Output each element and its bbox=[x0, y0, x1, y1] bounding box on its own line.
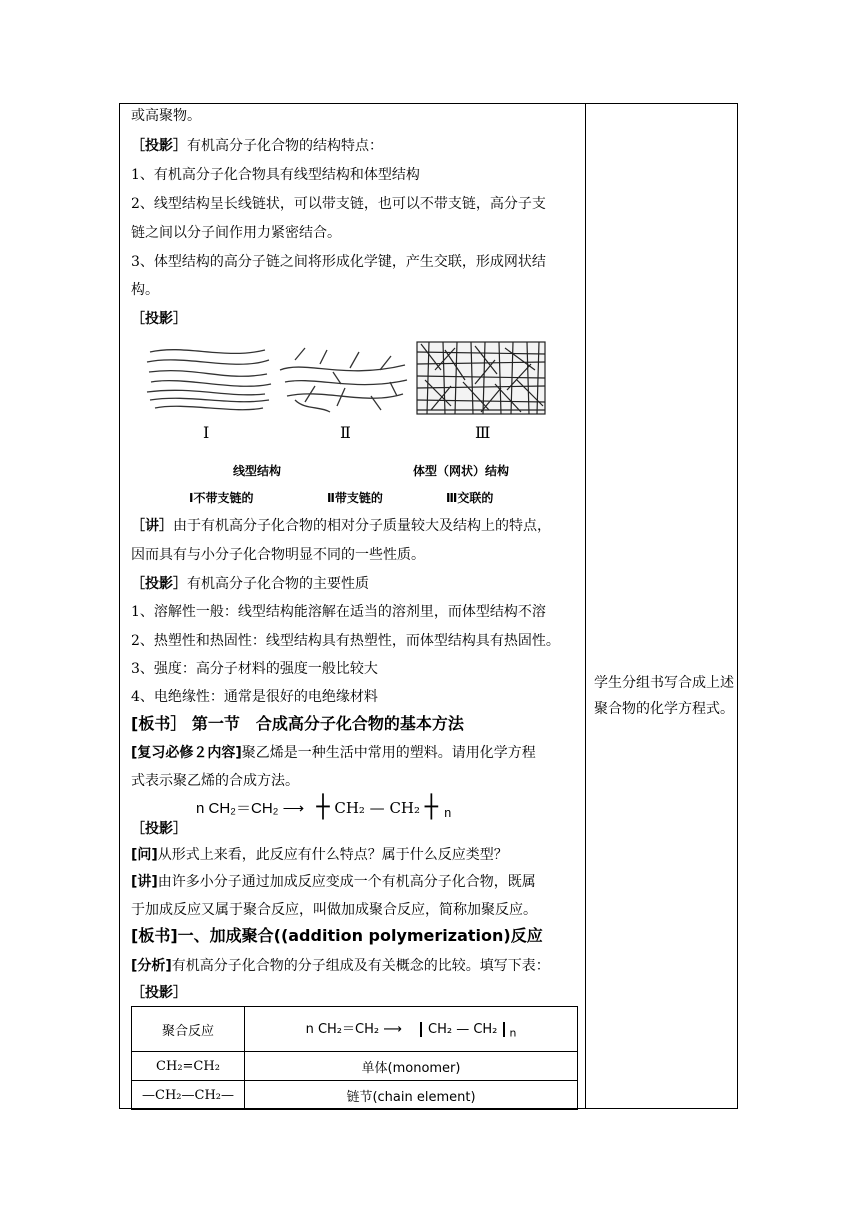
table-cell: CH₂=CH₂ bbox=[132, 1052, 245, 1081]
degree-n: n bbox=[509, 1026, 517, 1040]
text-line bbox=[131, 956, 550, 976]
table-row bbox=[132, 1081, 578, 1110]
line-text: 聚乙烯是一种生活中常用的塑料。请用化学方程 bbox=[241, 745, 536, 761]
degree-n: n bbox=[444, 806, 452, 820]
table-cell: —CH₂—CH₂— bbox=[132, 1081, 245, 1110]
caption-unbranched: Ⅰ不带支链的 bbox=[189, 491, 254, 505]
line-text: 有机高分子化合物的主要性质 bbox=[187, 576, 369, 592]
table-cell: 链节(chain element) bbox=[245, 1081, 578, 1110]
caption-branched: Ⅱ带支链的 bbox=[327, 491, 383, 505]
text-line bbox=[131, 872, 536, 892]
table-row bbox=[132, 1007, 578, 1052]
line-text: 由于有机高分子化合物的相对分子质量较大及结构上的特点， bbox=[173, 518, 551, 534]
polymer-repeat-unit: CH₂ — CH₂ bbox=[420, 1022, 505, 1037]
tag-projection: ［投影］ bbox=[131, 311, 187, 327]
polymer-structure-figure bbox=[145, 340, 555, 510]
linear-chains-diagram bbox=[147, 350, 271, 410]
figure-label-ii: Ⅱ bbox=[340, 423, 351, 442]
tag-analysis: [分析] bbox=[131, 958, 172, 974]
polymer-repeat-unit bbox=[316, 795, 439, 820]
figure-label-i: Ⅰ bbox=[203, 423, 210, 442]
text-line bbox=[131, 743, 536, 763]
caption-network: 体型（网状）结构 bbox=[413, 464, 510, 478]
tag-lecture: [讲] bbox=[131, 874, 158, 890]
text-line: 2、热塑性和热固性：线型结构具有热塑性，而体型结构具有热固性。 bbox=[131, 633, 560, 649]
branched-chains-diagram bbox=[280, 348, 407, 412]
tag-question: [问] bbox=[131, 847, 158, 863]
board-heading: [板书］ 第一节 合成高分子化合物的基本方法 bbox=[131, 714, 464, 733]
repeat-unit-text: CH₂ — CH₂ bbox=[334, 799, 421, 817]
text-line: 1、溶解性一般：线型结构能溶解在适当的溶剂里，而体型结构不溶 bbox=[131, 604, 546, 620]
tag-lecture: ［讲］ bbox=[131, 518, 173, 534]
text-line: 链之间以分子间作用力紧密结合。 bbox=[131, 225, 341, 241]
text-line: 1、有机高分子化合物具有线型结构和体型结构 bbox=[131, 167, 420, 183]
table-cell-equation bbox=[245, 1007, 578, 1052]
concept-table bbox=[131, 1006, 578, 1110]
text-line bbox=[131, 574, 369, 594]
tag-projection: ［投影］ bbox=[131, 985, 187, 1001]
text-line: 3、强度：高分子材料的强度一般比较大 bbox=[131, 661, 378, 677]
text-line: 或高聚物。 bbox=[131, 108, 201, 124]
tag-projection: ［投影］ bbox=[131, 576, 187, 592]
line-text: 从形式上来看，此反应有什么特点？属于什么反应类型？ bbox=[157, 847, 508, 863]
bracket-left-icon: ┼ bbox=[316, 795, 330, 820]
text-line bbox=[131, 516, 551, 536]
caption-crosslinked: Ⅲ交联的 bbox=[446, 491, 494, 505]
equation-polyethylene bbox=[196, 797, 451, 820]
table-row bbox=[132, 1052, 578, 1081]
crosslinked-network-diagram bbox=[417, 342, 545, 414]
caption-linear: 线型结构 bbox=[233, 464, 282, 478]
tag-projection: ［投影］ bbox=[131, 821, 187, 837]
text-line: 4、电绝缘性：通常是很好的电绝缘材料 bbox=[131, 689, 378, 705]
tag-projection: ［投影］ bbox=[131, 138, 187, 154]
tag-review: [复习必修２内容] bbox=[131, 745, 242, 761]
column-divider bbox=[585, 103, 586, 1109]
text-line: 3、体型结构的高分子链之间将形成化学键，产生交联，形成网状结 bbox=[131, 254, 546, 270]
student-activity-note: 学生分组书写合成上述聚合物的化学方程式。 bbox=[594, 675, 734, 717]
board-heading: [板书]一、加成聚合((addition polymerization)反应 bbox=[131, 926, 543, 945]
text-line bbox=[131, 136, 383, 156]
text-line: 2、线型结构呈长线链状，可以带支链，也可以不带支链，高分子支 bbox=[131, 196, 546, 212]
equation-reactant: n CH₂＝CH₂ ⟶ bbox=[305, 1022, 402, 1038]
line-text: 由许多小分子通过加成反应变成一个有机高分子化合物，既属 bbox=[157, 874, 536, 890]
text-line: 构。 bbox=[131, 282, 159, 298]
line-text: 有机高分子化合物的分子组成及有关概念的比较。填写下表： bbox=[171, 958, 550, 974]
bracket-right-icon: ┼ bbox=[424, 795, 439, 820]
table-cell: 聚合反应 bbox=[132, 1007, 245, 1052]
text-line: 因而具有与小分子化合物明显不同的一些性质。 bbox=[131, 547, 425, 563]
figure-label-iii: Ⅲ bbox=[475, 423, 491, 442]
table-cell: 单体(monomer) bbox=[245, 1052, 578, 1081]
text-line: 于加成反应又属于聚合反应，叫做加成聚合反应，简称加聚反应。 bbox=[131, 902, 537, 918]
text-line: 式表示聚乙烯的合成方法。 bbox=[131, 773, 299, 789]
line-text: 有机高分子化合物的结构特点： bbox=[187, 138, 383, 154]
equation-reactant: n CH₂＝CH₂ ⟶ bbox=[196, 800, 305, 817]
text-line bbox=[131, 845, 508, 865]
